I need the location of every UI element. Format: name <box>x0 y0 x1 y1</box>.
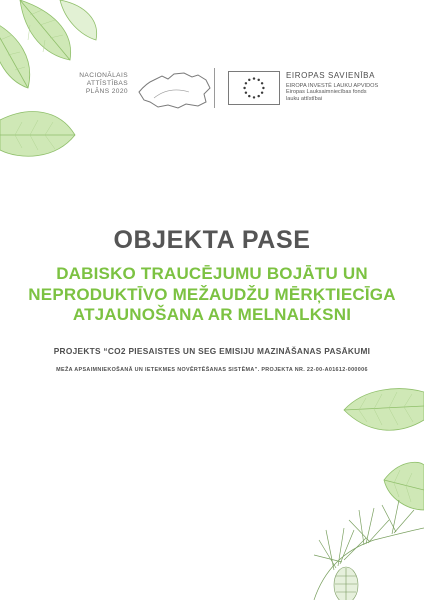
subtitle-line: ATJAUNOŠANA AR MELNALKSNI <box>72 305 352 324</box>
nap-line: PLĀNS 2020 <box>85 88 128 95</box>
eu-slogan: EIROPA INVESTĒ LAUKU APVIDOS <box>286 83 379 89</box>
latvia-map-icon <box>134 70 214 110</box>
nap-line: ATTĪSTĪBAS <box>86 80 128 87</box>
nap-line: NACIONĀLAIS <box>79 72 128 79</box>
eu-logo-text <box>286 71 411 102</box>
eu-flag-icon <box>228 71 280 105</box>
subtitle-line: NEPRODUKTĪVO MEŽAUDŽU MĒRĶTIECĪGA <box>28 284 396 304</box>
eu-fund-name: Eiropas Lauksaimniecības fonds <box>286 89 367 96</box>
eu-logo <box>228 71 408 107</box>
nap-2020-logo <box>66 70 216 110</box>
pine-cone <box>334 567 358 600</box>
subtitle-line: DABISKO TRAUCĒJUMU BOJĀTU UN <box>56 264 368 283</box>
eu-title: EIROPAS SAVIENĪBA <box>286 71 376 80</box>
eu-fund-purpose: lauku attīstībai <box>286 95 323 102</box>
project-name-line: PROJEKTS “CO2 PIESAISTES UN SEG EMISIJU MAZINĀŠANAS PASĀKUMI <box>53 346 371 356</box>
nap-logo-text <box>66 72 128 96</box>
project-number-line: MEŽA APSAIMNIEKOŠANĀ UN IETEKMES NOVĒRTĒŠANAS SISTĒMA”. PROJEKTA NR. 22-00-A01612-000006 <box>56 367 368 373</box>
document-title: OBJEKTA PASE <box>113 226 311 254</box>
birch-pine-decoration <box>274 380 424 600</box>
document-subtitle <box>0 264 424 326</box>
logo-divider <box>214 68 215 108</box>
